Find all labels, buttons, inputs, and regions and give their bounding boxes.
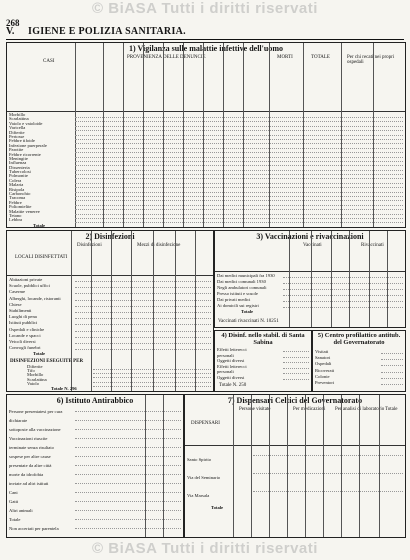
col-medicazioni: Per medicazioni — [293, 407, 326, 412]
chapter-title: IGIENE E POLIZIA SANITARIA. — [28, 26, 186, 37]
row-label: Vaiolo — [27, 381, 39, 386]
row-label: Infezione puerperale — [9, 143, 47, 148]
total-row — [9, 223, 403, 228]
row-leader — [283, 347, 309, 352]
row-label: Gatti — [9, 499, 19, 504]
row-leader — [283, 364, 309, 369]
row-label: Abitazioni private — [9, 277, 43, 282]
row-label: Carbonchio — [9, 192, 31, 197]
col-rivaccinati: Rivaccinati — [361, 243, 384, 248]
row-label: Alberghi, locande, ristoranti — [9, 295, 61, 301]
table-row — [9, 506, 181, 515]
row-leader — [75, 443, 181, 448]
row-label: Vaccinazioni riuscite — [9, 436, 48, 441]
row-label: Malaria — [9, 183, 24, 188]
col-morti: MORTI — [277, 55, 293, 60]
table-row — [9, 434, 181, 443]
row-leader — [283, 273, 403, 278]
row-label: presentate da altre città — [9, 463, 52, 468]
row-leader — [283, 369, 309, 374]
table-row — [217, 375, 309, 381]
table-row — [187, 487, 403, 505]
vaccinazioni-header — [215, 241, 405, 272]
section-title-dispensari: 7) Dispensari Celtici del Governatorato — [227, 396, 363, 405]
watermark-top: © BiASA Tutti i diritti riservati — [92, 0, 318, 17]
dispensari-header — [185, 405, 405, 446]
row-label: Ai domicili sui registri — [217, 303, 259, 308]
table-row — [9, 461, 181, 470]
row-label: Meningite — [9, 156, 28, 161]
col-totale-disp: Totale — [385, 407, 398, 412]
row-label: Scuole, pubblici uffici — [9, 283, 50, 289]
row-leader — [75, 461, 181, 466]
vaccinazioni-rows — [217, 273, 403, 315]
row-leader — [283, 303, 403, 308]
row-label: Febbre tifoide — [9, 139, 35, 144]
row-leader — [75, 470, 181, 475]
section-title-santa-sabina: 4) Disinf. nello stabil. di Santa Sabina — [221, 332, 305, 346]
row-leader — [283, 353, 309, 358]
row-leader — [75, 333, 211, 338]
row-leader — [75, 314, 211, 319]
total-label: Totale — [33, 351, 46, 357]
row-leader — [253, 469, 403, 474]
table-row — [9, 497, 181, 506]
col-ospedali: Per chi recati nei propri ospedali — [347, 55, 395, 65]
table-row — [9, 452, 181, 461]
section-centro — [312, 330, 406, 392]
row-label: Effetti letterecci — [217, 347, 247, 352]
chapter-number: V. — [6, 26, 15, 37]
row-leader — [283, 358, 309, 363]
row-label: Dai privati medici — [217, 297, 251, 302]
row-leader — [75, 327, 211, 332]
row-leader — [75, 289, 211, 294]
row-label: Stabilimenti — [9, 307, 32, 313]
row-label: Lebbra — [9, 218, 23, 223]
row-leader — [75, 407, 181, 412]
row-label: Difterite — [9, 130, 25, 135]
row-label: Polmonite — [9, 174, 28, 179]
row-label: personali — [217, 369, 234, 375]
row-leader — [75, 497, 181, 502]
row-leader — [75, 283, 211, 288]
row-leader — [75, 488, 181, 493]
row-leader — [381, 355, 403, 360]
row-label: Negli ambulatori comunali — [217, 285, 267, 290]
row-label: Poliomielite — [9, 205, 32, 210]
section-vaccinazioni — [214, 230, 406, 328]
row-label: Presso istituti e scuole — [217, 291, 258, 296]
santa-sabina-rows — [217, 347, 309, 381]
row-label: Chiese — [9, 301, 22, 307]
total-label: Totale — [211, 505, 224, 510]
row-leader — [75, 345, 211, 350]
row-label: Visitati — [315, 349, 329, 354]
section-title-centro: 5) Centro profilattico antitub. del Governatorato — [317, 332, 401, 346]
row-leader — [75, 479, 181, 484]
total-label: Totale — [241, 309, 254, 314]
row-leader — [253, 487, 403, 492]
row-label: Morbillo — [27, 373, 44, 378]
disinfezioni-rows — [9, 277, 211, 358]
section-santa-sabina — [214, 330, 312, 392]
row-label: Istituti pubblici — [9, 320, 38, 326]
vaccinazioni-note: Vaccinati rivaccinati N. 10251 — [218, 319, 279, 324]
table-row — [9, 416, 181, 425]
row-leader — [283, 375, 309, 380]
row-label: Scarlattina — [27, 377, 47, 382]
row-label: terminate senza risultato — [9, 445, 54, 450]
row-label: Via del Seminario — [187, 475, 221, 480]
disinfezioni-header — [7, 241, 213, 276]
row-label: Ricoverati — [315, 367, 335, 373]
row-label: morte da idrofobia — [9, 472, 44, 477]
row-label: Luoghi di pena — [9, 314, 37, 320]
section-dispensari — [184, 394, 406, 538]
col-mezzi: Mezzi di disinfezione — [137, 243, 181, 248]
row-leader — [381, 380, 403, 385]
row-label: dichiarate — [9, 418, 28, 423]
row-label: Colera — [9, 178, 22, 183]
total-label: Totale — [33, 222, 46, 228]
row-label: inviate ad altri istituti — [9, 481, 49, 486]
col-persone: Persone visitate — [239, 407, 271, 412]
row-label: Sanatori — [315, 355, 331, 361]
row-leader — [75, 524, 181, 529]
table-row — [9, 407, 181, 416]
table-row — [315, 380, 403, 386]
row-leader — [75, 277, 211, 282]
total-row — [9, 351, 211, 357]
row-label: Veicoli diversi — [9, 338, 36, 344]
col-totale: TOTALE — [311, 55, 330, 60]
col-disinfezioni: Disinfezioni — [77, 243, 102, 248]
vigilanza-header — [7, 53, 405, 112]
row-label: Ospedali e cliniche — [9, 326, 45, 332]
centro-rows — [315, 349, 403, 386]
row-label: Febbre — [9, 200, 22, 205]
row-leader — [75, 302, 211, 307]
row-leader — [381, 361, 403, 366]
page-number: 268 — [6, 18, 20, 28]
section-vigilanza — [6, 42, 406, 228]
row-label: Via Marsala — [187, 493, 210, 498]
table-row — [9, 443, 181, 452]
row-leader — [75, 320, 211, 325]
total-row — [187, 505, 403, 511]
row-label: Totale — [9, 517, 21, 522]
row-label: Ospedali — [315, 361, 332, 367]
row-leader — [283, 297, 403, 302]
section-title-vigilanza: 1) Vigilanza sulle malattie infettive dell'uomo — [129, 44, 283, 53]
section-title-vaccinazioni: 3) Vaccinazioni e rivaccinazioni — [256, 232, 364, 241]
row-leader — [75, 296, 211, 301]
row-label: Santo Spirito — [187, 457, 212, 462]
row-label: Tubercolosi — [9, 170, 31, 175]
row-leader — [381, 374, 403, 379]
row-label: Tifo — [27, 369, 35, 374]
row-label: Tetano — [9, 213, 22, 218]
row-leader — [75, 506, 181, 511]
row-label: Influenza — [9, 161, 27, 166]
total-row — [27, 386, 211, 392]
row-leader — [75, 452, 181, 457]
row-leader — [283, 285, 403, 290]
row-label: Scarlattina — [9, 117, 29, 122]
row-label: Cani — [9, 490, 18, 495]
row-label: Colonie — [315, 373, 330, 379]
row-label: Risipola — [9, 187, 25, 192]
row-label: Pertosse — [9, 134, 25, 139]
vigilanza-rows — [9, 113, 403, 228]
table-row — [9, 470, 181, 479]
table-row — [9, 515, 181, 524]
row-leader — [75, 515, 181, 520]
col-casi: CASI — [43, 59, 55, 64]
row-label: sospese per altre cause — [9, 454, 51, 459]
row-leader — [381, 349, 403, 354]
row-leader — [283, 279, 403, 284]
row-label: Malattie veneree — [9, 209, 40, 214]
row-label: Non accertati per parentela — [9, 526, 59, 531]
total-label: Totale N. 296 — [51, 385, 77, 391]
row-label: Dai medici municipali fra 1930 — [217, 273, 275, 278]
total-row — [217, 309, 403, 315]
disinfezioni-left-label: LOCALI DISINFETTATI — [15, 255, 68, 260]
row-leader — [283, 291, 403, 296]
row-label: Febbre ricorrente — [9, 152, 41, 157]
disinfezioni-extra-rows — [27, 365, 211, 392]
row-label: Difterite — [27, 365, 43, 369]
table-row — [187, 451, 403, 469]
col-analisi: Per analisi di laboratorio — [335, 407, 385, 412]
row-label: sottoposte alla vaccinazione — [9, 427, 61, 432]
santa-sabina-total: Totale N. 250 — [219, 383, 247, 388]
row-leader — [75, 339, 211, 344]
col-provenienza: PROVENIENZA DELLE DENUNCIE — [127, 55, 206, 60]
istituto-rows — [9, 407, 181, 533]
table-row — [9, 524, 181, 533]
section-title-istituto: 6) Istituto Antirabbico — [56, 396, 134, 405]
section-title-disinfezioni: 2) Disinfezioni — [85, 232, 135, 241]
dispensari-left-label: DISPENSARI — [191, 421, 220, 426]
row-label: personali — [217, 352, 234, 358]
dispensari-rows — [187, 451, 403, 511]
row-label: Tracoma — [9, 196, 26, 201]
disinfezioni-extra-title: DISINFEZIONI ESEGUITE PER — [10, 359, 84, 364]
row-label: Dai medici comunali 1930 — [217, 279, 266, 284]
row-label: Effetti letterecci — [217, 363, 247, 369]
row-label: Oggetti diversi — [217, 374, 245, 380]
table-row — [9, 488, 181, 497]
row-label: Convogli funebri — [9, 345, 41, 351]
row-label: Persone presentatesi per cura — [9, 409, 63, 414]
row-label: Varicella — [9, 126, 26, 131]
table-row — [187, 469, 403, 487]
row-leader — [75, 308, 211, 313]
row-label: Locande e spacci — [9, 332, 41, 338]
row-label: Oggetti diversi — [217, 358, 245, 364]
col-vaccinati: Vaccinati — [303, 243, 322, 248]
row-leader — [75, 416, 181, 421]
row-label: Morbillo — [9, 113, 26, 117]
row-leader — [381, 368, 403, 373]
section-istituto — [6, 394, 184, 538]
table-row — [9, 425, 181, 434]
row-label: Caserme — [9, 289, 26, 295]
row-label: Dissenteria — [9, 165, 30, 170]
row-leader — [253, 451, 403, 456]
row-leader — [75, 434, 181, 439]
watermark-bottom: © BiASA Tutti i diritti riservati — [92, 540, 318, 557]
page-header — [6, 26, 404, 40]
table-row — [9, 479, 181, 488]
row-label: Parotite — [9, 148, 24, 153]
row-label: Altri animali — [9, 508, 33, 513]
section-disinfezioni — [6, 230, 214, 392]
row-label: Preventori — [315, 379, 335, 385]
row-leader — [75, 425, 181, 430]
row-label: Vaiolo e vaioloide — [9, 121, 43, 126]
